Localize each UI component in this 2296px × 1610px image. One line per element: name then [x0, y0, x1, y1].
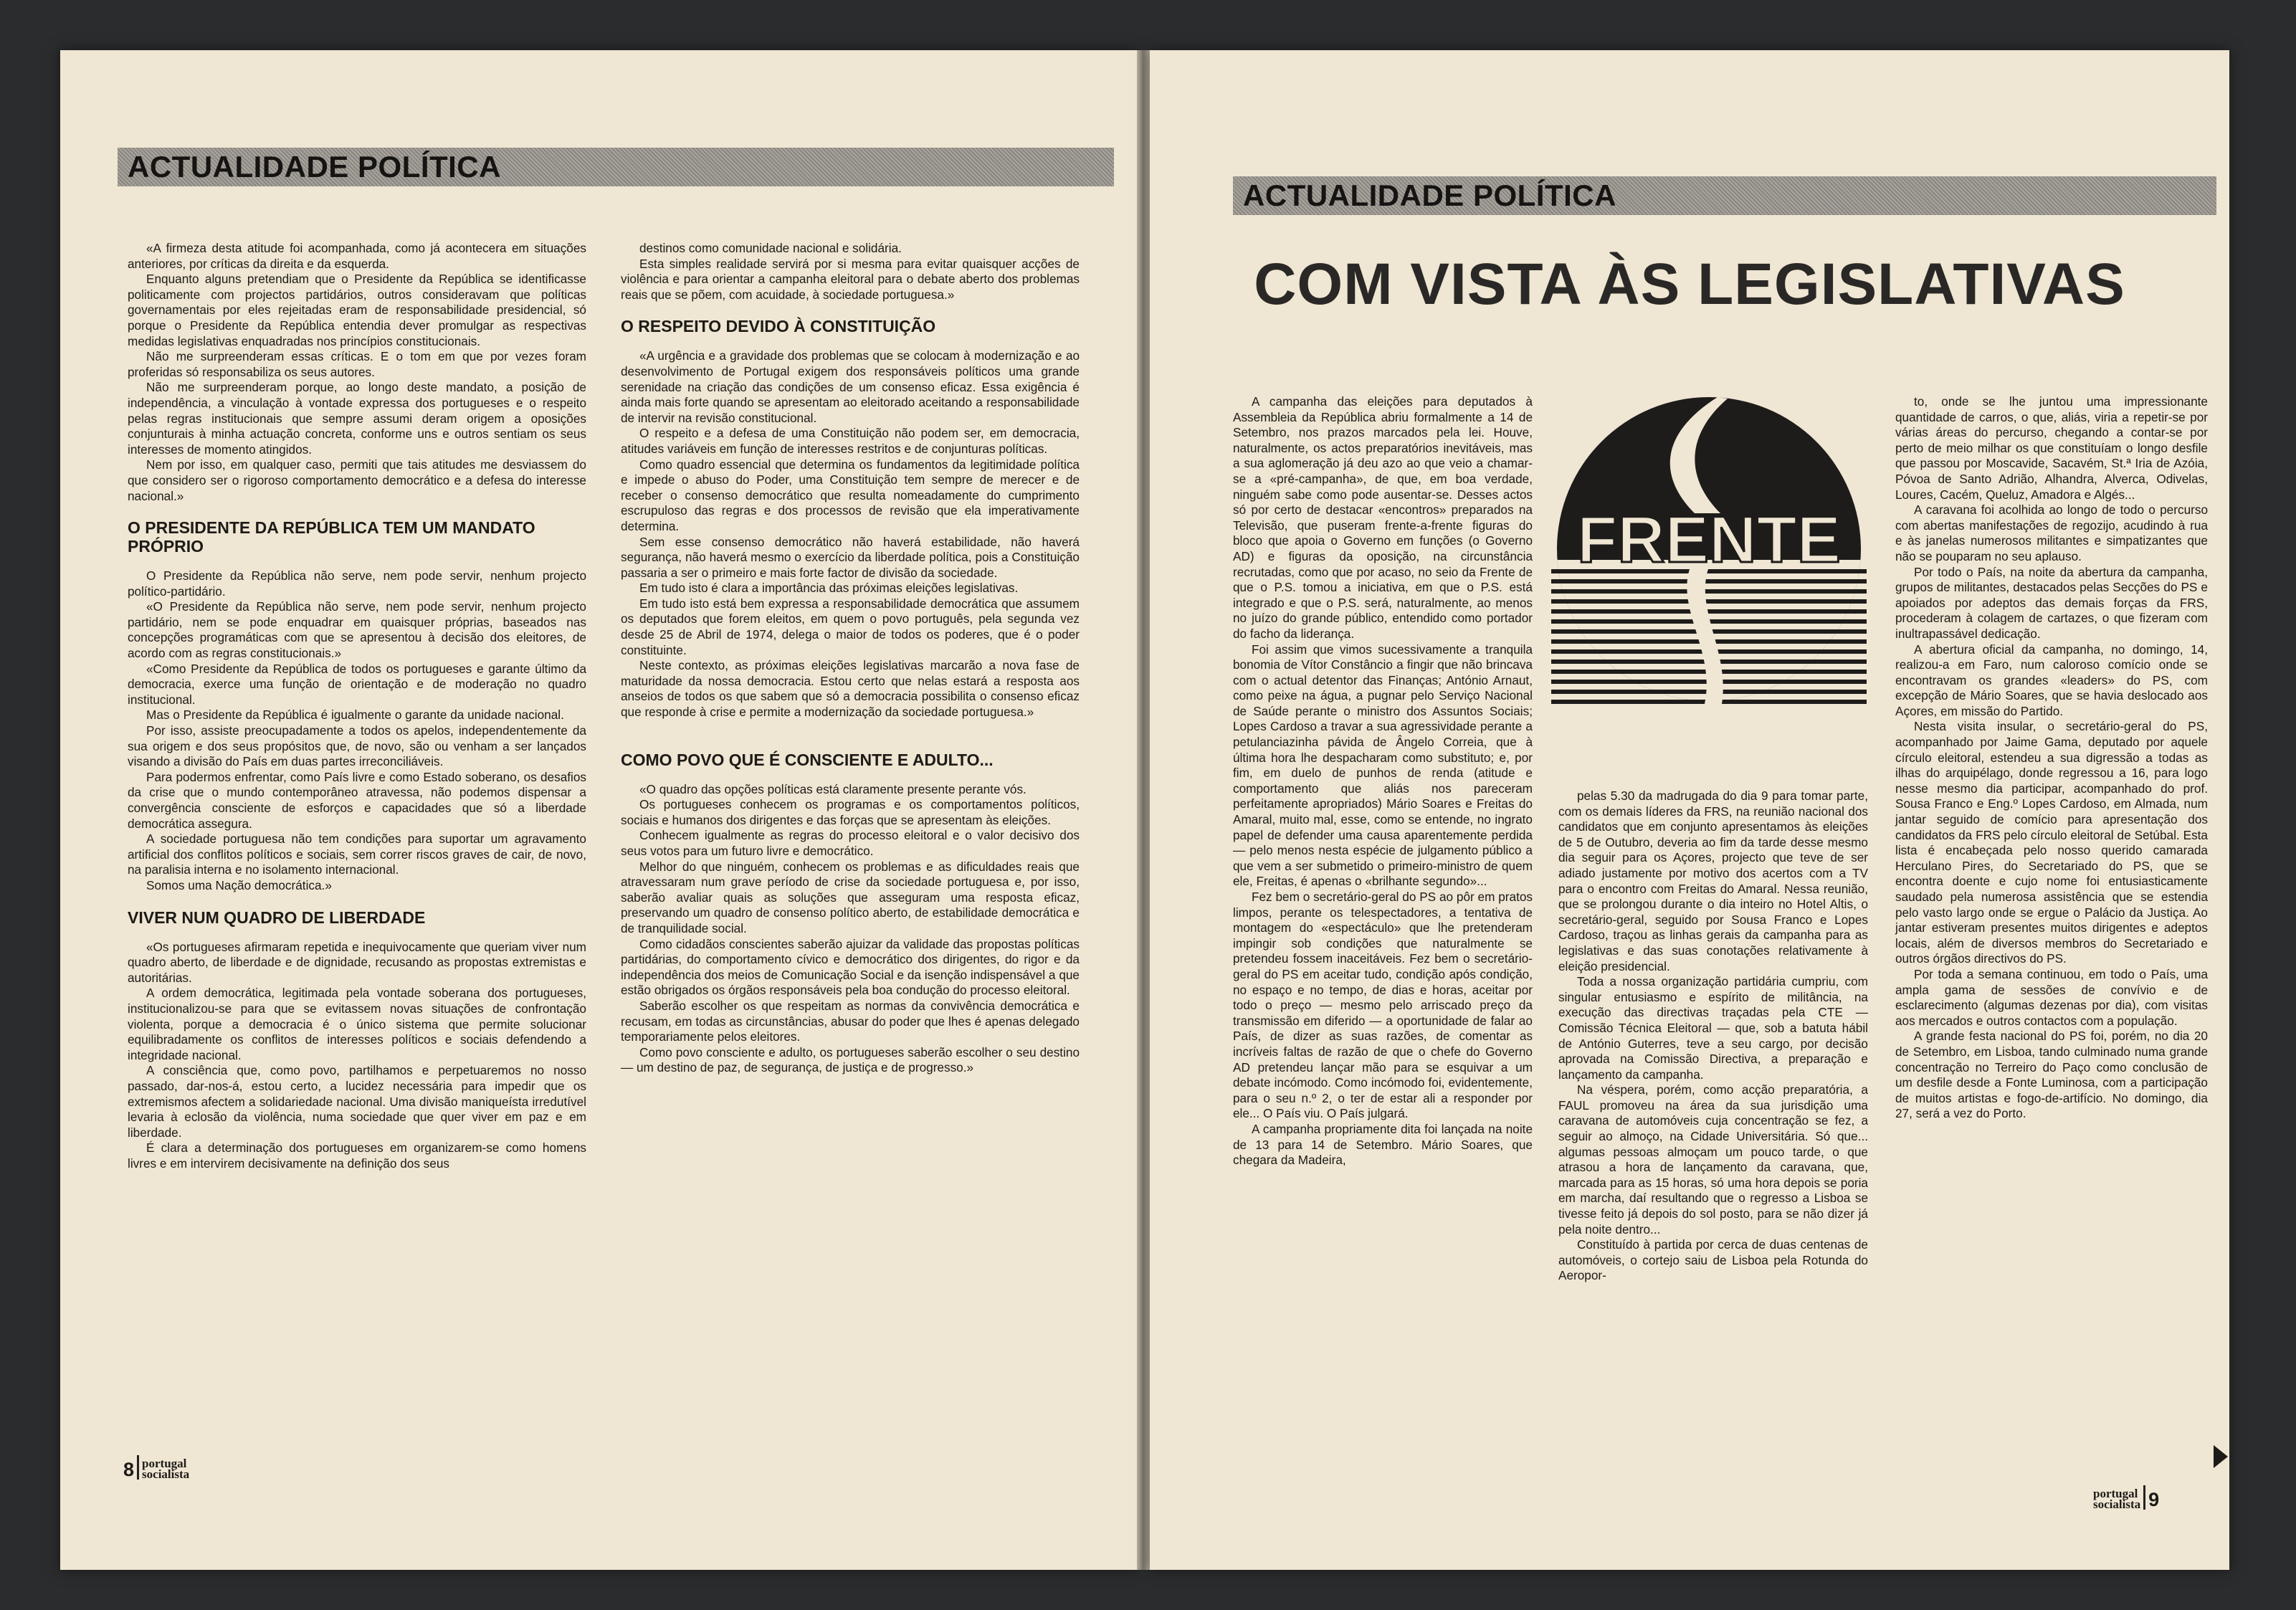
paragraph: «O quadro das opções políticas está claramente presente perante vós.	[639, 781, 1026, 796]
paragraph: destinos como comunidade nacional e solidária.	[639, 241, 902, 255]
paragraph: A grande festa nacional do PS foi, porém, no dia 20 de Setembro, em Lisboa, tando culminado numa grande concentração no Terreiro do Paço como conclusão de um desfile desde a Fonte Luminosa, com a participação de muitos artistas e fogo-de-artifício. No domingo, dia 27, será a vez do Porto.	[1895, 1029, 2208, 1121]
continue-arrow-icon	[2214, 1445, 2228, 1468]
paragraph: Como quadro essencial que determina os fundamentos da legitimidade política e impede o abuso do Poder, uma Constituição tem sempre de merecer e de receber o consenso democrático que resulta nomeadamente do cumprimento escrupuloso das regras e dos processos de revisão que ela imperativamente determina.	[621, 457, 1080, 533]
paragraph: Toda a nossa organização partidária cumpriu, com singular entusiasmo e espírito de militância, na execução das directivas traçadas pela CTE — Comissão Técnica Eleitoral — que, sob a batuta hábil de António Guterres, teve a seu cargo, por decisão aprovada na Comissão Directiva, a preparação e lançamento da campanha.	[1558, 974, 1868, 1082]
paragraph: Nem por isso, em qualquer caso, permiti que tais atitudes me desviassem do que considero ser o rigoroso comportamento democrático e a defesa do interesse nacional.»	[128, 457, 586, 503]
right-column-1	[1233, 394, 1533, 1168]
paragraph: A caravana foi acolhida ao longo de todo o percurso com abertas manifestações de regozijo, acudindo à rua e às janelas numerosos militantes e simpatizantes que não se pouparam no seu aplauso.	[1895, 502, 2208, 563]
paragraph: Sem esse consenso democrático não haverá estabilidade, não haverá segurança, não haverá mesmo o exercício da liberdade política, pois a Constituição passaria a ser o primeiro e mais forte factor de divisão da sociedade.	[621, 534, 1080, 580]
paragraph: Conhecem igualmente as regras do processo eleitoral e o valor decisivo dos seus votos para um futuro livre e democrático.	[621, 828, 1080, 858]
paragraph: «A firmeza desta atitude foi acompanhada, como já acontecera em situações anteriores, por críticas da direita e da esquerda.	[128, 241, 586, 271]
paragraph: A abertura oficial da campanha, no domingo, 14, realizou-a em Faro, num caloroso comício onde se encontravam os grandes «leaders» do PS, com excepção de Mário Soares, que se havia deslocado aos Açores, em missão do Partido.	[1895, 642, 2208, 718]
paragraph: É clara a determinação dos portugueses em organizarem-se como homens livres e em intervirem decisivamente na definição dos seus	[128, 1140, 586, 1171]
publication-logo: portugal socialista	[2093, 1487, 2141, 1511]
paragraph: O Presidente da República não serve, nem pode servir, nenhum projecto político-partidário.	[128, 568, 586, 599]
paragraph: Em tudo isto é clara a importância das próximas eleições legislativas.	[639, 581, 1019, 596]
paragraph: Para podermos enfrentar, como País livre e como Estado soberano, os desafios da crise que o mundo contemporâneo atravessa, não podemos dispensar a convergência consciente de esforços e capacidades que só a liberdade democrática assegura.	[128, 769, 586, 831]
paragraph: pelas 5.30 da madrugada do dia 9 para tomar parte, com os demais líderes da FRS, na reunião nacional dos candidatos que em conjunto apresentamos às eleições de 5 de Outubro, deveria ao fim da tarde desse mesmo dia seguir para os Açores, projecto que teve de ser adiado justamente por motivo dos acertos com a TV para o encontro com Freitas do Amaral. Nessa reunião, que se prolongou durante o dia inteiro no Hotel Altis, o secretário-geral, seguido por Sousa Franco e Lopes Cardoso, traçou as linhas gerais da campanha para as legislativas e das suas conotações relativamente à eleição presidencial.	[1558, 789, 1868, 973]
paragraph: to, onde se lhe juntou uma impressionante quantidade de carros, o que, aliás, viria a repetir-se por várias áreas do percurso, chegando a contar-se por perto de meio milhar os que constituíam o longo desfile que passou por Moscavide, Sacavém, St.ª Iria de Azóia, Póvoa de Santo Adrião, Alhandra, Alverca, Odivelas, Loures, Cacém, Queluz, Amadora e Algés...	[1895, 394, 2208, 502]
paragraph: Por todo o País, na noite da abertura da campanha, grupos de militantes, destacados pelas Secções do PS e apoiados por adeptos das demais forças da FRS, procederam à colagem de cartazes, o que fizeram com inultrapassável dedicação.	[1895, 564, 2208, 641]
paragraph: Não me surpreenderam essas críticas. E o tom em que por vezes foram proferidas só responsabiliza os seus autores.	[128, 349, 586, 379]
page-folio-left	[123, 1455, 189, 1480]
left-page	[60, 50, 1137, 1570]
paragraph: Constituído à partida por cerca de duas centenas de automóveis, o cortejo saiu de Lisboa pela Rotunda do Aeropor-	[1558, 1237, 1868, 1283]
paragraph: Fez bem o secretário-geral do PS ao pôr em pratos limpos, perante os telespectadores, a tentativa de montagem do «espectáculo» que lhe pretenderam impingir sob condições que naturalmente se pretendeu fossem inaceitáveis. Fez bem o secretário-geral do PS em aceitar tudo, condição após condição, no espaço e no tempo, de dias e horas, aceitar por todo o preço — mesmo pelo arriscado preço da transmissão em diferido — a oportunidade de falar ao País, de dizer as suas razões, de comentar as incríveis faltas de razão de que o chefe do Governo AD pretendeu lançar mão para se esquivar a um debate incómodo. Como incómodo foi, evidentemente, para o seu n.º 2, o ter de estar ali a responder por ele... O País viu. O País julgará.	[1233, 890, 1533, 1121]
paragraph: «Os portugueses afirmaram repetida e inequivocamente que queriam viver num quadro aberto, de liberdade e de dignidade, recusando as propostas extremistas e autoritárias.	[128, 939, 586, 985]
right-column-2	[1558, 789, 1868, 1284]
paragraph: A sociedade portuguesa não tem condições para suportar um agravamento artificial dos conflitos políticos e sociais, sem correr riscos graves de cair, de novo, na paralisia interna e no isolamento internacional.	[128, 832, 586, 877]
left-column-1	[128, 241, 586, 1171]
paragraph: Esta simples realidade servirá por si mesma para evitar quaisquer acções de violência e para orientar a campanha eleitoral para o debate aberto dos problemas reais que se põem, com acuidade, à sociedade portuguesa.»	[621, 256, 1080, 302]
frente-logo	[1551, 391, 1867, 707]
paragraph: Não me surpreenderam porque, ao longo deste mandato, a posição de independência, a vinculação à vontade expressa dos portugueses e o respeito pelas regras institucionais que sempre assumi deram origem a oposições conjunturais à minha actuação concreta, conforme uns e outros sentiam os seus interesses de momento atingidos.	[128, 380, 586, 457]
section-title: ACTUALIDADE POLÍTICA	[128, 150, 501, 184]
paragraph: Como cidadãos conscientes saberão ajuizar da validade das propostas políticas partidárias, do comportamento cívico e democrático dos dirigentes, do rigor e da independência dos meios de Comunicação Social e da isenção indispensável a que estão obrigados os órgãos responsáveis pela boa condução do processo eleitoral.	[621, 936, 1080, 998]
paragraph: Enquanto alguns pretendiam que o Presidente da República se identificasse politicamente com projectos partidários, outros consideravam que políticas governamentais por eles rejeitadas eram de responsabilidade presidencial, só porque o Presidente da República entendia dever promulgar as respectivas medidas legislativas enquadradas nos princípios constitucionais.	[128, 272, 586, 348]
subheading: COMO POVO QUE É CONSCIENTE E ADULTO...	[621, 750, 994, 769]
paragraph: Em tudo isto está bem expressa a responsabilidade democrática que assumem os deputados que forem eleitos, em quem o povo português, pela segunda vez desde 25 de Abril de 1974, delega o maior de todos os poderes, que é o poder constituinte.	[621, 596, 1080, 657]
publication-logo: portugal socialista	[142, 1457, 190, 1481]
subheading: O PRESIDENTE DA REPÚBLICA TEM UM MANDATO PRÓPRIO	[128, 518, 535, 556]
paragraph: Por isso, assiste preocupadamente a todos os apelos, independentemente da sua origem e dos seus propósitos que, de novo, são ou venham a ser lançados visando a divisão do País em duas partes irreconciliáveis.	[128, 723, 586, 769]
paragraph: Somos uma Nação democrática.»	[146, 877, 332, 892]
right-page	[1150, 50, 2229, 1570]
paragraph: A campanha das eleições para deputados à Assembleia da República abriu formalmente a 14 de Setembro, nos prazos marcados pela lei. Houve, naturalmente, os actos preparatórios inevitáveis, mas a sua aglomeração já deu azo ao que veio a chamar-se a «pré-campanha», de que, em boa verdade, ninguém sabe como pode ausentar-se. Desses actos só por certo de destacar «encontros» preparados na Televisão, que puseram frente-a-frente figuras do bloco que apoia o Governo em funções (o Governo AD) e figuras da oposição, na circunstância recrutadas, como que por acaso, no seio da Frente de que o P.S. tomou a iniciativa, em que o P.S. está integrado e que o P.S. será, naturalmente, ao menos no juízo do grande público, entendido como portador do facho da liderança.	[1233, 394, 1533, 641]
subheading: VIVER NUM QUADRO DE LIBERDADE	[128, 908, 426, 927]
subheading: O RESPEITO DEVIDO À CONSTITUIÇÃO	[621, 317, 936, 336]
frente-logo-text: FRENTE	[1577, 503, 1841, 576]
paragraph: Por toda a semana continuou, em todo o País, uma ampla gama de sessões de convívio e de esclarecimento (algumas dezenas por dia), com visitas aos mercados e outros contactos com a população.	[1895, 966, 2208, 1028]
paragraph: Melhor do que ninguém, conhecem os problemas e as dificuldades reais que atravessaram num grave período de crise da sociedade portuguesa e, por isso, saberão avaliar quais as soluções que asseguram uma resposta eficaz, preservando um quadro de consenso político aberto, de estabilidade democrática e de tranquilidade social.	[621, 859, 1080, 935]
section-header-left	[118, 148, 1114, 186]
frente-logo-graphic	[1551, 391, 1867, 707]
left-column-2	[621, 241, 1080, 1076]
paragraph: O respeito e a defesa de uma Constituição não podem ser, em democracia, atitudes variáveis em função de interesses restritos e de conjunturas políticas.	[621, 426, 1080, 456]
article-headline: COM VISTA ÀS LEGISLATIVAS	[1254, 252, 2125, 317]
paragraph: Na véspera, porém, como acção preparatória, a FAUL promoveu na área da sua jurisdição uma caravana de automóveis cuja concentração se fez, a seguir ao almoço, na Cidade Universitária. Só que... algumas pessoas almoçam um pouco tarde, o que atrasou a hora de lançamento da caravana, que, marcada para as 15 horas, só uma hora depois se poria em marcha, daí resultando que o regresso a Lisboa se tivesse feito já depois do sol posto, para se não dizer já pela noite dentro...	[1558, 1082, 1868, 1237]
section-header-right	[1233, 176, 2216, 215]
paragraph: Os portugueses conhecem os programas e os comportamentos políticos, sociais e humanos dos dirigentes e das forças que se apresentam às eleições.	[621, 797, 1080, 827]
page-folio-right	[2093, 1485, 2159, 1510]
paragraph: «A urgência e a gravidade dos problemas que se colocam à modernização e ao desenvolvimento de Portugal exigem dos responsáveis políticos uma grande serenidade na criação das condições de um consenso eficaz. Essa exigência é ainda mais forte quando se apresentam ao eleitorado aceitando a responsabilidade de intervir na revisão constitucional.	[621, 348, 1080, 425]
paragraph: Nesta visita insular, o secretário-geral do PS, acompanhado por Jaime Gama, deputado por aquele círculo eleitoral, estendeu a sua digressão a todas as ilhas do arquipélago, donde regressou a 16, para logo nesse mesmo dia participar, acompanhado do prof. Sousa Franco e Eng.º Lopes Cardoso, em Almada, num jantar seguido de comício para apresentação dos candidatos da FRS pelo círculo eleitoral de Setúbal. Esta lista é encabeçada pelo nosso querido camarada Herculano Pires, do Secretariado do PS, que se encontra doente e cujo nome foi entusiasticamente saudado pela numerosa assistência que se estendia pelo vasto largo onde se ergue o Palácio da Justiça. Ao jantar estiveram presentes muitos dirigentes e adeptos locais, além de diversos membros do Secretariado e outros órgãos directivos do PS.	[1895, 719, 2208, 966]
section-title: ACTUALIDADE POLÍTICA	[1243, 178, 1616, 212]
paragraph: Saberão escolher os que respeitam as normas da convivência democrática e recusam, em todas as circunstâncias, abusar do poder que lhes é apenas delegado temporariamente pelos eleitores.	[621, 998, 1080, 1044]
right-column-3	[1895, 394, 2208, 1122]
paragraph: Neste contexto, as próximas eleições legislativas marcarão a nova fase de maturidade da nossa democracia. Estou certo que nelas estará a resposta aos anseios de todos os que sabem que só a democracia possibilita o consenso eficaz que responde à crise e permite a modernização da sociedade portuguesa.»	[621, 658, 1080, 720]
paragraph: «Como Presidente da República de todos os portugueses e garante último da democracia, exerce uma função de orientação e de moderação no quadro institucional.	[128, 661, 586, 707]
page-number: 9	[2148, 1489, 2160, 1510]
paragraph: A ordem democrática, legitimada pela vontade soberana dos portugueses, institucionalizou-se para que se evitassem novas situações de confrontação violenta, porque a democracia é o único sistema que permite solucionar equilibradamente os conflitos de interesses políticos e sociais defendendo a integridade nacional.	[128, 986, 586, 1062]
spine-gutter	[1137, 50, 1150, 1570]
paragraph: A campanha propriamente dita foi lançada na noite de 13 para 14 de Setembro. Mário Soares, que chegara da Madeira,	[1233, 1121, 1533, 1168]
paragraph: Como povo consciente e adulto, os portugueses saberão escolher o seu destino — um destino de paz, de segurança, de justiça e de progresso.»	[621, 1044, 1080, 1075]
paragraph: Foi assim que vimos sucessivamente a tranquila bonomia de Vítor Constâncio a fingir que não brincava com o actual detentor das Finanças; António Arnaut, como peixe na água, a pugnar pelo Serviço Nacional de Saúde perante o ministro dos Assuntos Sociais; Lopes Cardoso a travar a sua agressividade perante a petulanciazinha pávida de Ângelo Correia, que à última hora lhe despacharam como substituto; e, por fim, em duelo de punhos de renda (atitude e comportamento que aliás nos pareceram perfeitamente apropriados) Mário Soares e Freitas do Amaral, muito mal, esse, como se entende, no ingrato papel de defender uma causa aparentemente perdida — pelo menos nesta espécie de julgamento público a que vem a ser submetido o primeiro-ministro de quem ele, Freitas, é apenas o «brilhante segundo»...	[1233, 642, 1533, 889]
paragraph: A consciência que, como povo, partilhamos e perpetuaremos no nosso passado, dar-nos-á, estou certo, a lucidez necessária para impedir que os extremismos afectem a solidariedade nacional. Uma divisão maniqueísta irredutível levaria à eclosão da violência, numa sociedade que quer viver em paz e em liberdade.	[128, 1063, 586, 1140]
paragraph: «O Presidente da República não serve, nem pode servir, nenhum projecto partidário, nem se pode enquadrar em quaisquer próprias, baseados nas concepções programáticas com que se apresentou à decisão dos eleitores, de acordo com as regras constitucionais.»	[128, 599, 586, 661]
page-number: 8	[123, 1459, 135, 1480]
paragraph: Mas o Presidente da República é igualmente o garante da unidade nacional.	[146, 708, 564, 723]
